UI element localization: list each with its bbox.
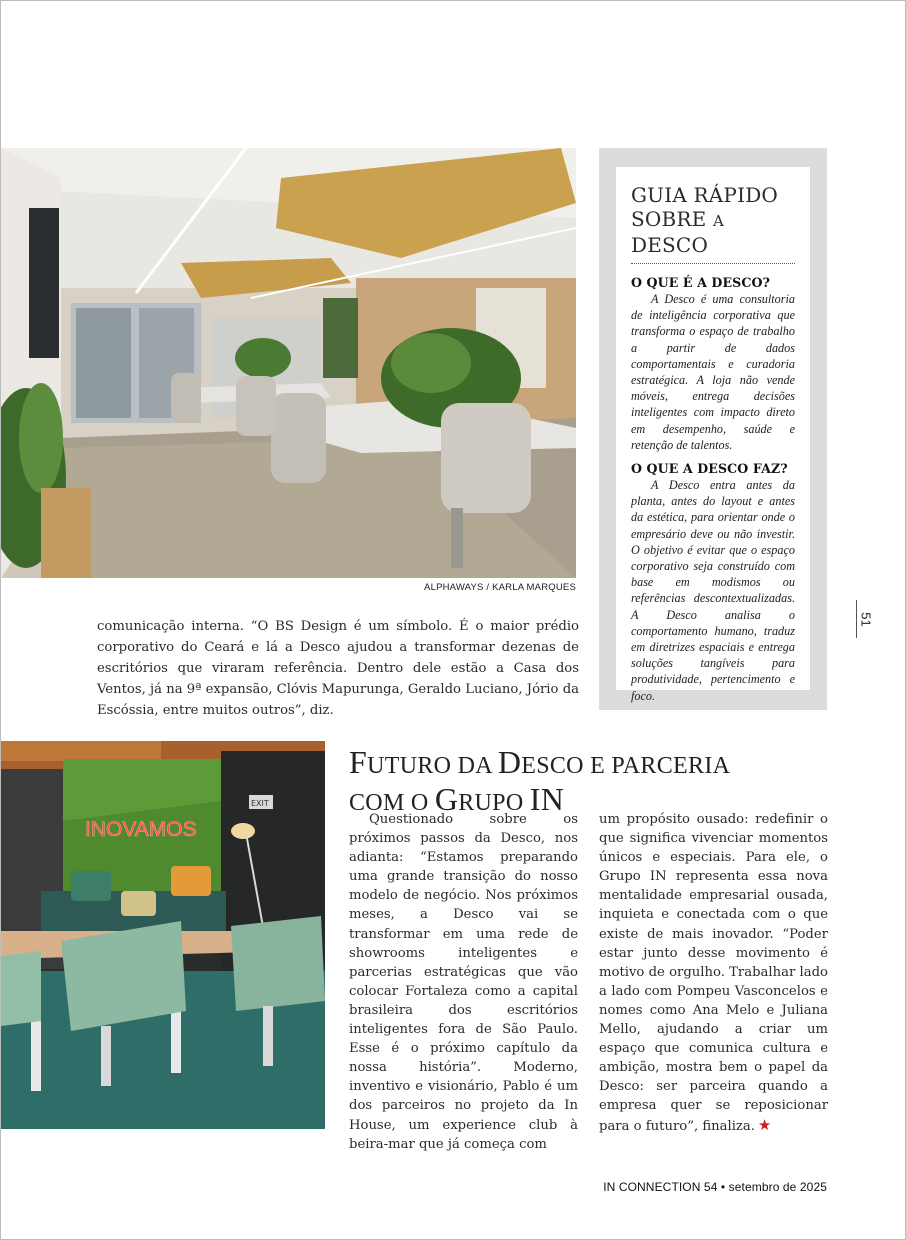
title-word-rupo: RUPO <box>458 790 530 816</box>
photo-credit: ALPHAWAYS / KARLA MARQUES <box>424 582 576 593</box>
title-word-futuro: UTURO DA <box>367 753 498 779</box>
section-title-line1 <box>349 746 819 783</box>
article-text-right: um propósito ousado: redefinir o que significa vivenciar momentos únicos e especiais. Para ele, o Grupo IN representa essa nova mentalidade empresarial ousada, inquieta e conectada com o que existe de mais inovador. “Poder estar junto desse movimento é motivo de orgulho. Trabalhar lado a lado com Pompeu Vasconcelos e nomes como Ana Melo e Juliana Mello, ajudando a criar um espaço que comunica cultura e ambição, mostra bem o papel da Desco: ser parceira quando a empresa quer se reposicionar para o futuro”, finaliza. <box>599 812 828 1134</box>
sidebar-title-word-a: A <box>713 212 725 230</box>
neon-sign: INOVAMOS <box>85 818 197 841</box>
page-number-marker <box>856 600 878 638</box>
title-word-in: IN <box>529 781 565 817</box>
sidebar-question-2: O QUE A DESCO FAZ? <box>631 461 788 477</box>
article-paragraph-left: Questionado sobre os próximos passos da Desco, nos adianta: “Estamos preparando uma grande transição do nosso modelo de negócio. Nos próximos meses, a Desco vai se transformar em uma rede de showrooms inteligentes e parcerias estratégicas que vão colocar Fortaleza como a capital brasileira dos escritórios inteligentes fora de São Paulo. Esse é o próximo capítulo da nossa história”. Moderno, inventivo e visionário, Pablo é um dos parceiros no projeto da In House, um experience club à beira-mar que já começa com <box>349 812 578 1152</box>
title-word-esco: ESCO E PARCERIA <box>521 753 731 779</box>
sidebar-question-1: O QUE É A DESCO? <box>631 275 771 290</box>
sidebar-title-line2 <box>631 207 795 257</box>
title-cap-f: F <box>349 744 368 780</box>
page-number: 51 <box>858 612 874 627</box>
sidebar-title <box>631 183 795 257</box>
quick-guide-panel <box>616 167 810 703</box>
article-column-left <box>349 810 578 1154</box>
sidebar-title-word-sobre: SOBRE <box>631 207 714 231</box>
quick-guide-sidebar <box>599 148 827 710</box>
sidebar-title-word-desco: DESCO <box>631 233 709 257</box>
lounge-photo <box>1 741 325 1129</box>
section-title <box>349 746 819 820</box>
page-footer: IN CONNECTION 54 • setembro de 2025 <box>603 1180 827 1194</box>
office-photo <box>1 148 576 578</box>
dotted-divider <box>631 263 795 264</box>
article-paragraph-right <box>599 810 828 1136</box>
title-cap-g: G <box>434 781 459 817</box>
title-cap-d: D <box>497 744 522 780</box>
sidebar-answer-2: A Desco entra antes da planta, antes do layout e antes da estética, para orientar onde o empresário deve ou não investir. O objetivo é evitar que o espaço corporativo seja construído com base em modismos ou referências descontextualizadas. A Desco analisa o comportamento humano, traduz em diretrizes espaciais e entrega soluções tangíveis para produtividade, pertencimento e foco. <box>631 478 795 703</box>
end-star-icon: ★ <box>757 1115 772 1134</box>
article-column-right <box>599 810 828 1136</box>
sidebar-answer-1: A Desco é uma consultoria de inteligência corporativa que transforma o espaço de trabalho a partir de dados comportamentais e curadoria estratégica. A loja não vende móveis, entrega decisões inteligentes com impacto direto em desempenho, saúde e retenção de talentos. <box>631 292 795 452</box>
title-word-com: COM O <box>349 790 435 816</box>
exit-sign: EXIT <box>251 799 269 808</box>
sidebar-title-line1: GUIA RÁPIDO <box>631 183 779 207</box>
lead-paragraph: comunicação interna. “O BS Design é um símbolo. É o maior prédio corporativo do Ceará e lá a Desco ajudou a transformar dezenas de escritórios que viraram referência. Dentro dele estão a Casa dos Ventos, já na 9ª expansão, Clóvis Mapurunga, Geraldo Luciano, Jório da Escóssia, entre muitos outros”, diz. <box>97 619 579 718</box>
